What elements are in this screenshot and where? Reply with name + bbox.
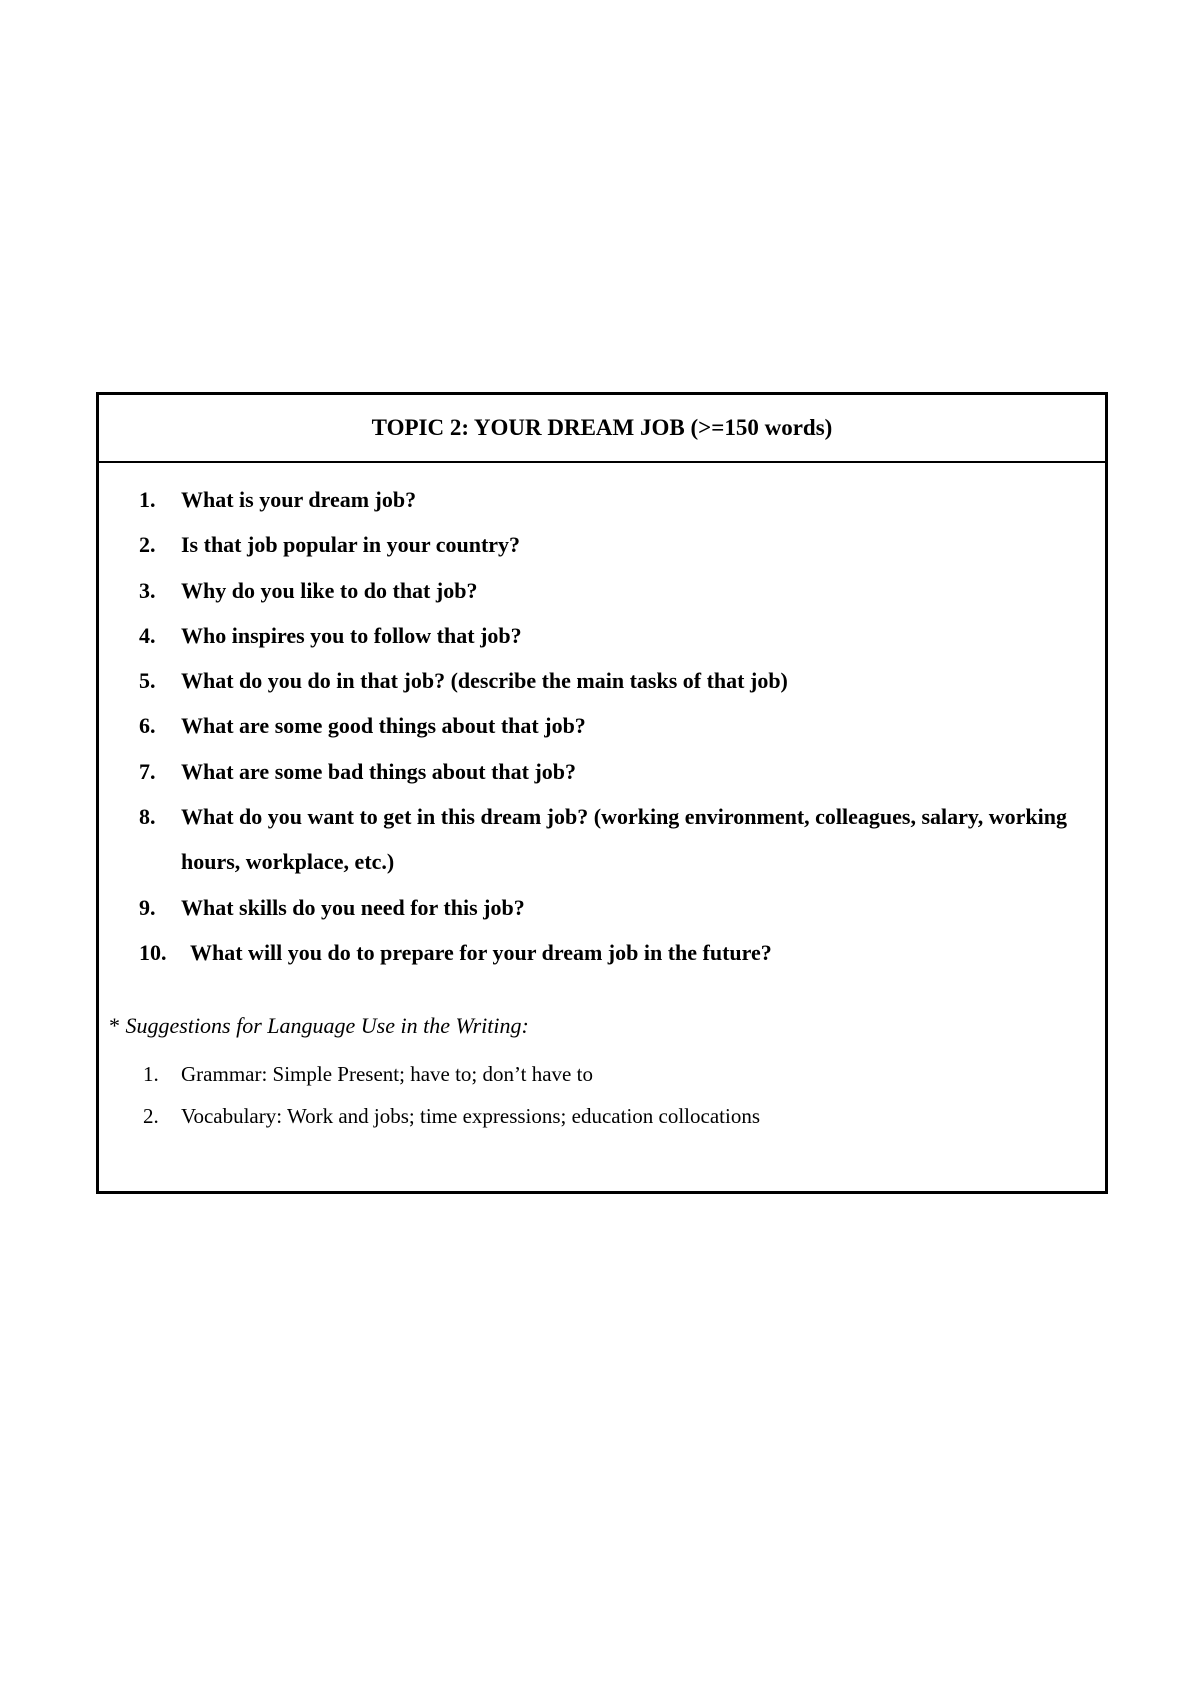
question-number: 9. bbox=[139, 894, 156, 920]
question-item bbox=[99, 930, 1105, 975]
question-text: Why do you like to do that job? bbox=[181, 577, 478, 603]
topic-title: TOPIC 2: YOUR DREAM JOB (>=150 words) bbox=[99, 395, 1105, 463]
suggestion-text: Vocabulary: Work and jobs; time expressions; education collocations bbox=[181, 1104, 760, 1128]
suggestion-number: 1. bbox=[143, 1062, 159, 1086]
suggestion-number: 2. bbox=[143, 1104, 159, 1128]
question-text: What are some bad things about that job? bbox=[181, 758, 577, 784]
suggestion-item bbox=[99, 1053, 1105, 1095]
suggestion-text: Grammar: Simple Present; have to; don’t have to bbox=[181, 1062, 593, 1086]
question-item bbox=[99, 522, 1105, 567]
question-item bbox=[99, 477, 1105, 522]
question-text: What are some good things about that job? bbox=[181, 713, 586, 739]
question-list bbox=[99, 477, 1105, 975]
topic-box bbox=[96, 392, 1108, 1194]
question-number: 5. bbox=[139, 668, 156, 694]
question-text: What will you do to prepare for your dream job in the future? bbox=[190, 939, 772, 965]
question-number: 1. bbox=[139, 487, 156, 512]
question-number: 7. bbox=[139, 758, 156, 784]
suggestion-item bbox=[99, 1095, 1105, 1137]
question-number: 8. bbox=[139, 804, 156, 830]
question-item bbox=[99, 613, 1105, 658]
question-item bbox=[99, 749, 1105, 794]
question-item bbox=[99, 658, 1105, 703]
suggestions-heading-text: Suggestions for Language Use in the Writing: bbox=[125, 1013, 529, 1038]
question-number: 4. bbox=[139, 622, 156, 648]
question-text: What is your dream job? bbox=[181, 487, 417, 512]
question-item bbox=[99, 568, 1105, 613]
question-text: What do you want to get in this dream job? (working environment, colleagues, salary, working hours, workplace, etc.) bbox=[181, 804, 1067, 875]
question-number: 6. bbox=[139, 713, 156, 739]
question-text: What do you do in that job? (describe the main tasks of that job) bbox=[181, 668, 788, 694]
question-number: 10. bbox=[139, 939, 167, 965]
question-item bbox=[99, 794, 1105, 885]
question-text: Is that job popular in your country? bbox=[181, 532, 521, 558]
question-item bbox=[99, 703, 1105, 748]
asterisk: * bbox=[109, 1013, 120, 1038]
question-item bbox=[99, 885, 1105, 930]
suggestion-list bbox=[99, 1053, 1105, 1137]
suggestions-heading bbox=[109, 1011, 529, 1041]
question-text: What skills do you need for this job? bbox=[181, 894, 525, 920]
question-number: 2. bbox=[139, 532, 156, 558]
question-text: Who inspires you to follow that job? bbox=[181, 622, 522, 648]
question-number: 3. bbox=[139, 577, 156, 603]
